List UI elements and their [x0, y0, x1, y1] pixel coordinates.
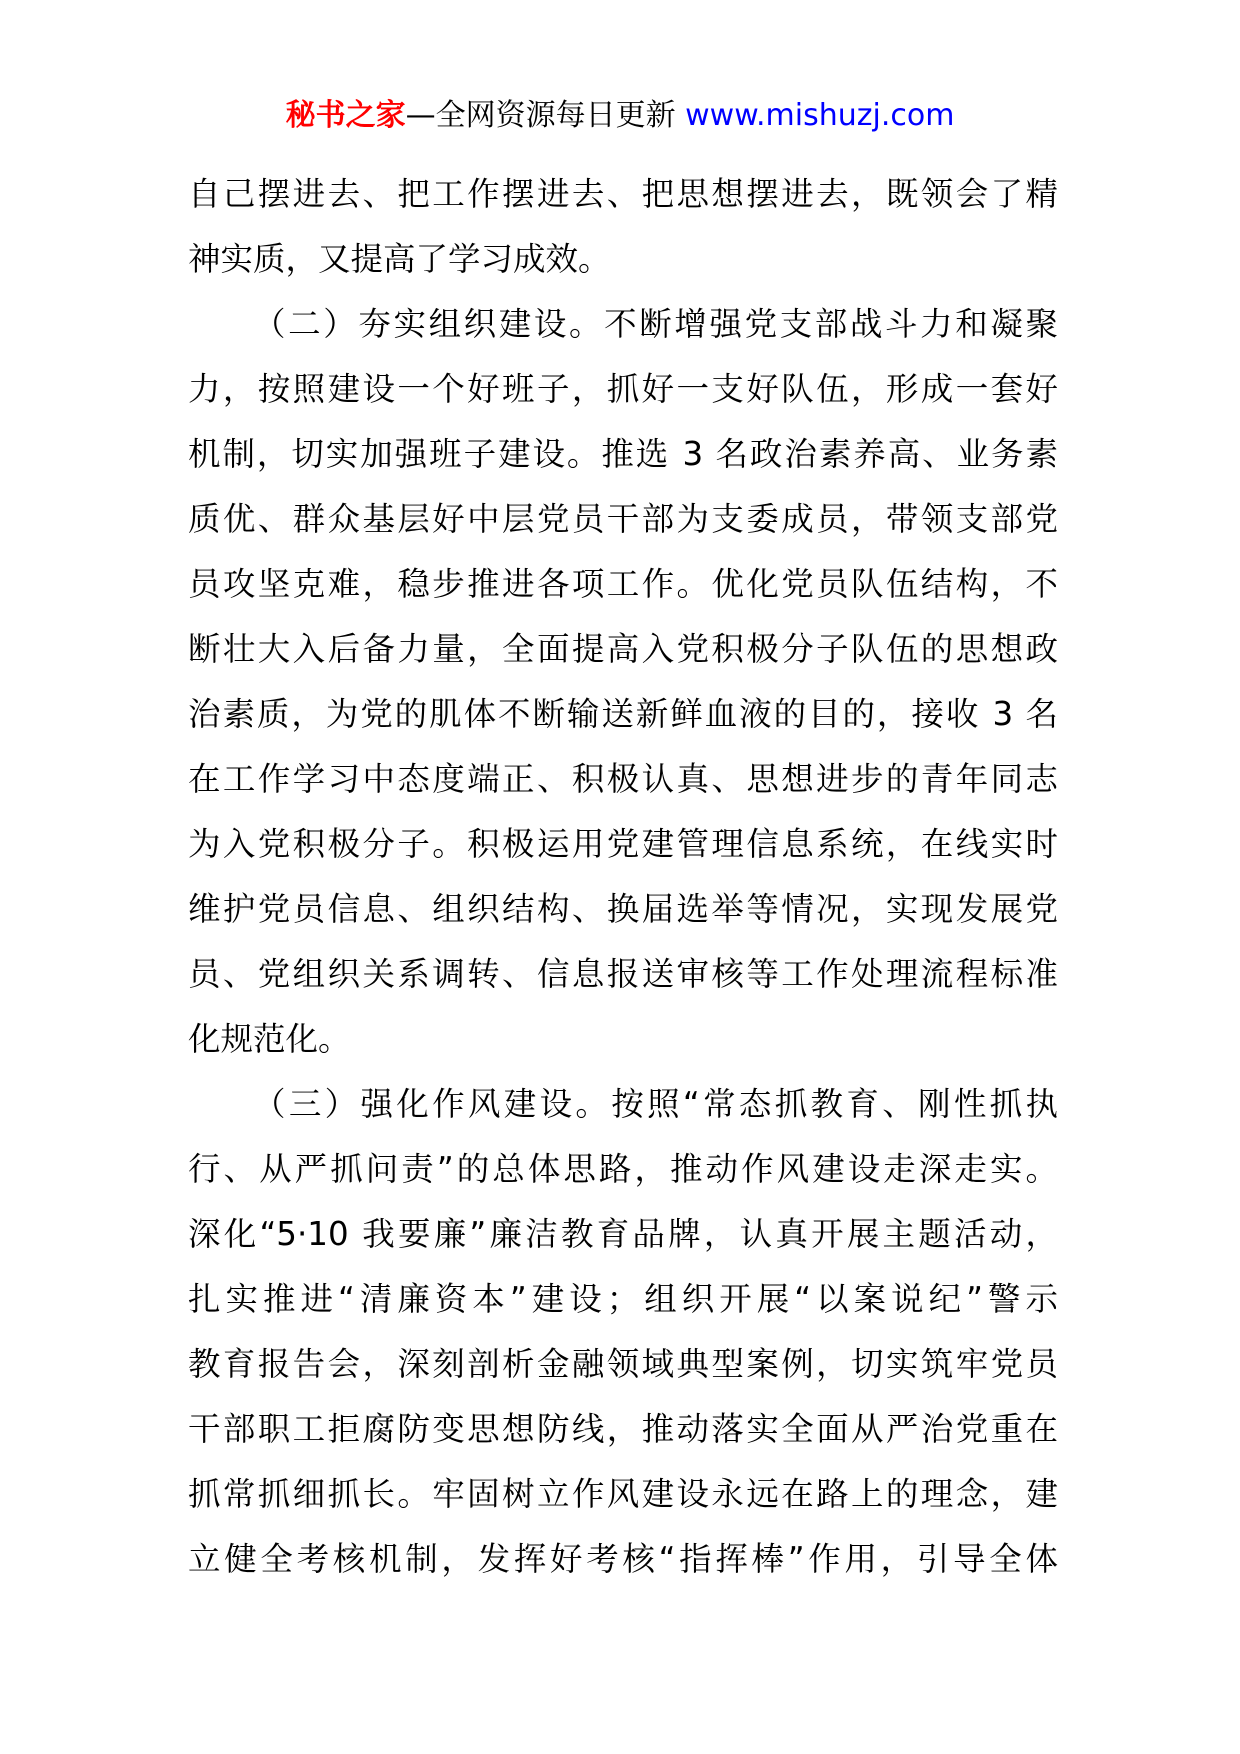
body-line: 抓常抓细抓长。牢固树立作风建设永远在路上的理念，建 — [188, 1475, 1058, 1513]
body-line: 自己摆进去、把工作摆进去、把思想摆进去，既领会了精 — [188, 175, 1058, 213]
body-line: 断壮大入后备力量，全面提高入党积极分子队伍的思想政 — [188, 630, 1058, 668]
page-header — [0, 96, 1240, 136]
body-line: 干部职工拒腐防变思想防线，推动落实全面从严治党重在 — [188, 1410, 1058, 1448]
body-line: 扎实推进“清廉资本”建设；组织开展“以案说纪”警示 — [188, 1280, 1058, 1318]
body-line: 员、党组织关系调转、信息报送审核等工作处理流程标准 — [188, 955, 1058, 993]
body-line: 员攻坚克难，稳步推进各项工作。优化党员队伍结构，不 — [188, 565, 1058, 603]
body-line: 神实质，又提高了学习成效。 — [188, 240, 611, 278]
body-line: 维护党员信息、组织结构、换届选举等情况，实现发展党 — [188, 890, 1058, 928]
section-heading-line: （三）强化作风建设。按照“常态抓教育、刚性抓执 — [253, 1085, 1058, 1123]
website-link[interactable]: www.mishuzj.com — [685, 98, 955, 133]
body-line: 行、从严抓问责”的总体思路，推动作风建设走深走实。 — [188, 1150, 1058, 1188]
body-line: 机制，切实加强班子建设。推选 3 名政治素养高、业务素 — [188, 435, 1058, 473]
body-line: 治素质，为党的肌体不断输送新鲜血液的目的，接收 3 名 — [188, 695, 1058, 733]
body-line: 化规范化。 — [188, 1020, 351, 1058]
body-line: 深化“5·10 我要廉”廉洁教育品牌，认真开展主题活动， — [188, 1215, 1058, 1253]
body-line: 质优、群众基层好中层党员干部为支委成员，带领支部党 — [188, 500, 1058, 538]
document-body — [188, 162, 1058, 1592]
body-line: 在工作学习中态度端正、积极认真、思想进步的青年同志 — [188, 760, 1058, 798]
body-line: 为入党积极分子。积极运用党建管理信息系统，在线实时 — [188, 825, 1058, 863]
body-line: 立健全考核机制，发挥好考核“指挥棒”作用，引导全体 — [188, 1540, 1058, 1578]
header-tagline: —全网资源每日更新 — [405, 98, 676, 133]
section-heading-line: （二）夯实组织建设。不断增强党支部战斗力和凝聚 — [253, 305, 1058, 343]
body-line: 教育报告会，深刻剖析金融领域典型案例，切实筑牢党员 — [188, 1345, 1058, 1383]
body-line: 力，按照建设一个好班子，抓好一支好队伍，形成一套好 — [188, 370, 1058, 408]
brand-name: 秘书之家 — [285, 98, 406, 133]
